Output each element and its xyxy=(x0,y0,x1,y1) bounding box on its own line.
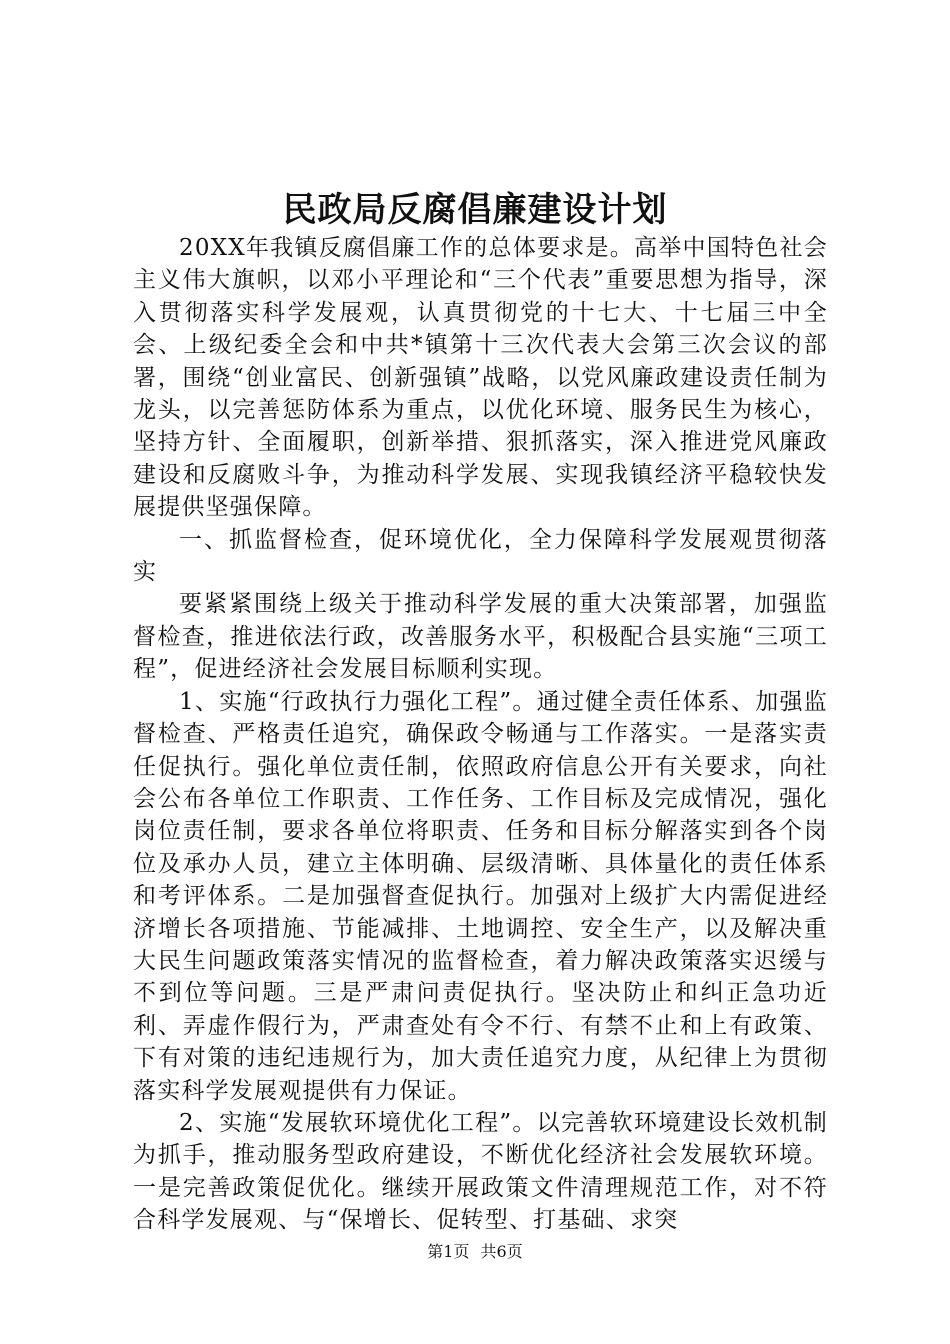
document-title: 民政局反腐倡廉建设计划 xyxy=(282,190,668,230)
paragraph-intro: 20XX年我镇反腐倡廉工作的总体要求是。高举中国特色社会主义伟大旗帜，以邓小平理论和“三个代表”重要思想为指导，深入贯彻落实科学发展观，认真贯彻党的十七大、十七届三中全会、上级纪委全会和中共*镇第十三次代表大会第三次会议的部署，围绕“创业富民、创新强镇”战略，以党风廉政建设责任制为龙头，以完善惩防体系为重点，以优化环境、服务民生为核心，坚持方针、全面履职，创新举措、狠抓落实，深入推进党风廉政建设和反腐败斗争，为推动科学发展、实现我镇经济平稳较快发展提供坚强保障。 xyxy=(133,235,828,521)
section-heading-1: 一、抓监督检查，促环境优化，全力保障科学发展观贯彻落实 xyxy=(133,526,828,586)
paragraph-item-1: 1、实施“行政执行力强化工程”。通过健全责任体系、加强监督检查、严格责任追究，确保政令畅通与工作落实。一是落实责任促执行。强化单位责任制，依照政府信息公开有关要求，向社会公布各单位工作职责、工作任务、工作目标及完成情况，强化岗位责任制，要求各单位将职责、任务和目标分解落实到各个岗位及承办人员，建立主体明确、层级清晰、具体量化的责任体系和考评体系。二是加强督查促执行。加强对上级扩大内需促进经济增长各项措施、节能减排、土地调控、安全生产，以及解决重大民生问题政策落实情况的监督检查，着力解决政策落实迟缓与不到位等问题。三是严肃问责促执行。坚决防止和纠正急功近利、弄虚作假行为，严肃查处有令不行、有禁不止和上有政策、下有对策的违纪违规行为，加大责任追究力度，从纪律上为贯彻落实科学发展观提供有力保证。 xyxy=(133,688,828,1104)
page-number: 第1页 xyxy=(427,1242,470,1261)
paragraph-section-1: 要紧紧围绕上级关于推动科学发展的重大决策部署，加强监督检查，推进依法行政，改善服务水平，积极配合县实施“三项工程”，促进经济社会发展目标顺利实现。 xyxy=(133,591,828,683)
page-total: 共6页 xyxy=(480,1242,523,1261)
document-body xyxy=(133,232,828,1237)
paragraph-item-2: 2、实施“发展软环境优化工程”。以完善软环境建设长效机制为抓手，推动服务型政府建设，不断优化经济社会发展软环境。一是完善政策促优化。继续开展政策文件清理规范工作，对不符合科学发展观、与“保增长、促转型、打基础、求突 xyxy=(133,1109,828,1234)
page-footer xyxy=(0,1241,950,1263)
